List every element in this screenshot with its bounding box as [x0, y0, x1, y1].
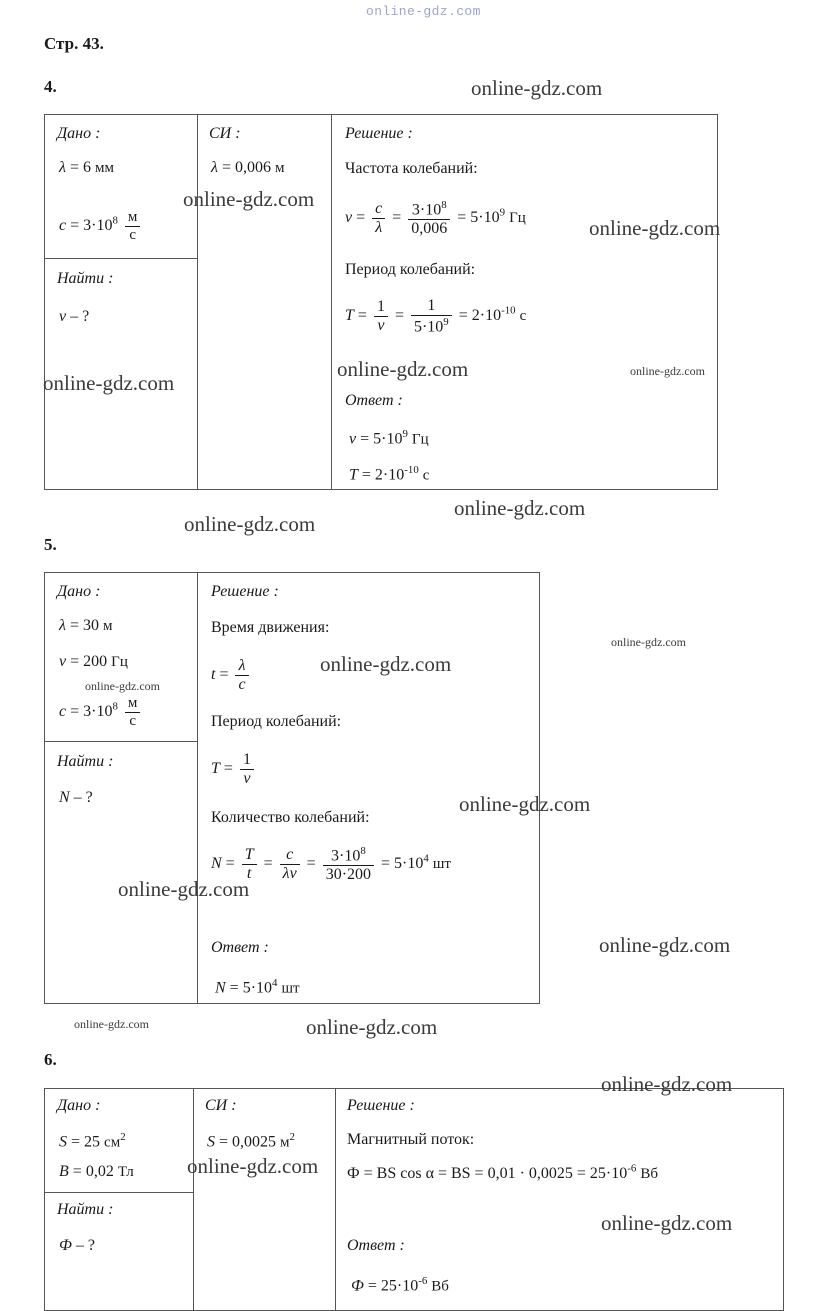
given-row: S = 25 $см^2$: [59, 1131, 126, 1151]
watermark: online-gdz.com: [337, 357, 469, 381]
solution-header: Решение :: [211, 583, 279, 600]
given-header: Дано :: [57, 1097, 101, 1114]
watermark: online-gdz.com: [85, 679, 160, 693]
task-4-table: [44, 114, 721, 490]
solution-heading: Период колебаний:: [345, 261, 476, 278]
watermark: online-gdz.com: [320, 652, 452, 676]
given-header: Дано :: [57, 125, 101, 142]
unit-fraction: $\frac{м}{с}$: [125, 209, 141, 244]
si-header: СИ :: [209, 125, 241, 142]
answer-label: Ответ :: [211, 939, 269, 956]
watermark: online-gdz.com: [74, 1017, 149, 1031]
task-number-5: 5.: [44, 535, 57, 554]
find-header: Найти :: [57, 1201, 114, 1218]
answer-label: Ответ :: [347, 1237, 405, 1254]
task-number-6: 6.: [44, 1050, 57, 1069]
find-header: Найти :: [57, 753, 114, 770]
table-divider: [45, 741, 197, 742]
given-header: Дано :: [57, 583, 101, 600]
si-row: S = 0,0025 $м^2$: [207, 1131, 295, 1151]
table-divider: [335, 1089, 336, 1310]
solution-heading: Количество колебаний:: [211, 809, 370, 826]
watermark: online-gdz.com: [601, 1072, 733, 1096]
given-row: ν = 200 Гц: [59, 653, 128, 670]
given-row: λ = 30 м: [59, 617, 113, 634]
find-header: Найти :: [57, 270, 114, 287]
watermark: online-gdz.com: [611, 635, 686, 649]
task-6-table: [44, 1088, 784, 1311]
watermark: online-gdz.com: [184, 512, 316, 536]
solution-header: Решение :: [345, 125, 413, 142]
watermark: online-gdz.com: [459, 792, 591, 816]
watermark: online-gdz.com: [187, 1154, 319, 1178]
solution-heading: Частота колебаний:: [345, 160, 478, 177]
find-value: ν – ?: [59, 308, 90, 325]
page-label: Стр. 43.: [44, 34, 104, 53]
watermark: online-gdz.com: [118, 877, 250, 901]
given-row: B = 0,02 Тл: [59, 1163, 134, 1180]
si-row: λ = 0,006 м: [211, 159, 285, 176]
table-divider: [193, 1089, 194, 1310]
solution-formula-time: t = $\frac{\lambda}{c}$: [211, 657, 252, 694]
solution-formula-count: N = $\frac{T}{t}$ = $\frac{c}{\lambda\nu}$ = $\frac{3\cdot 10^8}{30\cdot 200}$ = $5\cdot 10^4$ шт: [211, 845, 451, 884]
watermark: online-gdz.com: [43, 371, 175, 395]
solution-formula-period: T = $\frac{1}{\nu}$: [211, 751, 257, 788]
answer-label: Ответ :: [345, 392, 403, 409]
given-row: λ = 6 мм: [59, 159, 114, 176]
solution-formula-flux: Ф = BS cos α = BS = $0,01 \cdot 0,0025 = 25\cdot 10^{-6}$ Вб: [347, 1163, 658, 1183]
watermark: online-gdz.com: [630, 364, 705, 378]
solution-formula-frequency: ν = $\frac{c}{\lambda}$ = $\frac{3\cdot 10^8}{0,006}$ = $5\cdot 10^9$ Гц: [345, 199, 526, 238]
solution-formula-period: T = $\frac{1}{\nu}$ = $\frac{1}{5\cdot 10^9}$ = $2\cdot 10^{-10}$ с: [345, 297, 527, 336]
task-5-table: [44, 572, 540, 1004]
given-row: $c = 3\cdot 10^8$ $\frac{м}{с}$: [59, 209, 143, 244]
watermark: online-gdz.com: [599, 933, 731, 957]
table-divider: [197, 115, 198, 489]
answer-row: $\nu = 5\cdot 10^9$ Гц: [349, 428, 429, 448]
answer-row: $Ф = 25\cdot 10^{-6}$ Вб: [351, 1275, 449, 1295]
find-value: Ф – ?: [59, 1237, 95, 1254]
watermark: online-gdz.com: [601, 1211, 733, 1235]
given-row: $c = 3\cdot 10^8$ $\frac{м}{с}$: [59, 695, 143, 730]
watermark: online-gdz.com: [454, 496, 586, 520]
watermark: online-gdz.com: [306, 1015, 438, 1039]
answer-row: $N = 5\cdot 10^4$ шт: [215, 977, 300, 997]
watermark: online-gdz.com: [366, 4, 481, 19]
unit-fraction: $\frac{м}{с}$: [125, 695, 141, 730]
table-divider: [45, 1192, 193, 1193]
answer-row: $T = 2\cdot 10^{-10}$ с: [349, 464, 430, 484]
watermark: online-gdz.com: [471, 76, 603, 100]
find-value: N – ?: [59, 789, 93, 806]
solution-heading: Период колебаний:: [211, 713, 342, 730]
table-divider: [331, 115, 332, 489]
table-divider: [197, 573, 198, 1003]
table-divider: [45, 258, 197, 259]
watermark: online-gdz.com: [589, 216, 721, 240]
si-header: СИ :: [205, 1097, 237, 1114]
solution-heading: Магнитный поток:: [347, 1131, 475, 1148]
solution-header: Решение :: [347, 1097, 415, 1114]
watermark: online-gdz.com: [183, 187, 315, 211]
solution-heading: Время движения:: [211, 619, 330, 636]
task-number-4: 4.: [44, 77, 57, 96]
